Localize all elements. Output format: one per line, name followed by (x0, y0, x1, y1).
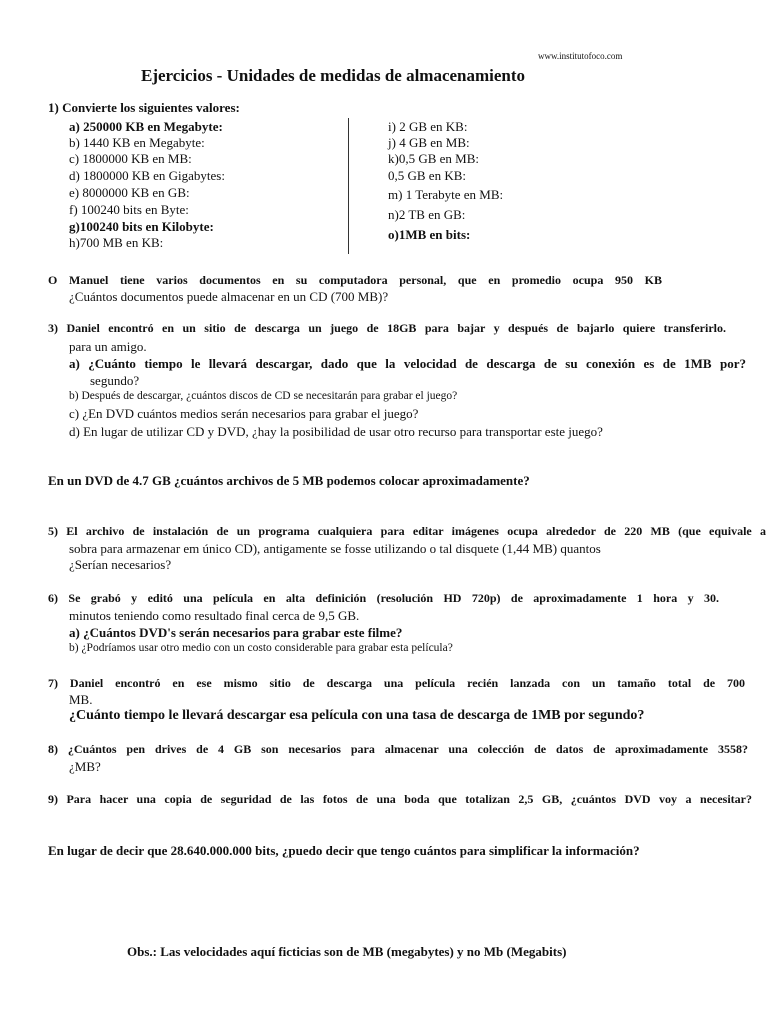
q6-item-a: a) ¿Cuántos DVD's serán necesarios para grabar este filme? (69, 625, 403, 640)
q1-item-d: d) 1800000 KB en Gigabytes: (69, 168, 225, 183)
q3-line-2: para un amigo. (69, 339, 147, 354)
q5-line-2: sobra para armazenar em único CD), antigamente se fosse utilizando o tal disquete (1,44 MB) quantos (69, 541, 601, 556)
website-url: www.institutofoco.com (538, 51, 623, 61)
q3-item-a: a) ¿Cuánto tiempo le llevará descargar, dado que la velocidad de descarga de su conexión es de 1MB por? (69, 356, 746, 371)
q1-item-j: j) 4 GB en MB: (388, 135, 470, 150)
q1-item-l: 0,5 GB en KB: (388, 168, 466, 183)
q3-item-b: b) Después de descargar, ¿cuántos discos de CD se necesitarán para grabar el juego? (69, 390, 458, 402)
q3-item-a-cont: segundo? (90, 373, 140, 388)
q1-item-i: i) 2 GB en KB: (388, 119, 468, 134)
q2-line-1: O Manuel tiene varios documentos en su computadora personal, que en promedio ocupa 950 KB (48, 273, 662, 287)
q3-line-1: 3) Daniel encontró en un sitio de descarga un juego de 18GB para bajar y después de bajarlo quiere transferirlo. (48, 321, 726, 335)
q3-item-c: c) ¿En DVD cuántos medios serán necesarios para grabar el juego? (69, 406, 419, 421)
q5-line-3: ¿Serían necesarios? (69, 557, 172, 572)
q6-line-2: minutos teniendo como resultado final cerca de 9,5 GB. (69, 608, 360, 623)
q8-line-2: ¿MB? (69, 759, 101, 774)
q1-item-e: e) 8000000 KB en GB: (69, 185, 190, 200)
page-title: Ejercicios - Unidades de medidas de almacenamiento (141, 66, 526, 85)
column-divider (348, 118, 349, 254)
q1-item-m: m) 1 Terabyte en MB: (388, 187, 504, 202)
q3-item-d: d) En lugar de utilizar CD y DVD, ¿hay la posibilidad de usar otro recurso para transportar este juego? (69, 424, 603, 439)
q2-line-2: ¿Cuántos documentos puede almacenar en un CD (700 MB)? (69, 289, 389, 304)
q6-item-b: b) ¿Podríamos usar otro medio con un costo considerable para grabar esta película? (69, 642, 453, 654)
q1-item-c: c) 1800000 KB en MB: (69, 151, 192, 166)
q1-item-h: h)700 MB en KB: (69, 235, 164, 250)
q7-line-2: MB. (69, 692, 93, 707)
q8-line-1: 8) ¿Cuántos pen drives de 4 GB son necesarios para almacenar una colección de datos de aproximadamente 3558? (48, 742, 748, 756)
q1-heading: 1) Convierte los siguientes valores: (48, 100, 240, 115)
q7-line-3: ¿Cuánto tiempo le llevará descargar esa película con una tasa de descarga de 1MB por segundo? (69, 708, 645, 723)
q1-item-a: a) 250000 KB en Megabyte: (69, 119, 223, 134)
q5-line-1: 5) El archivo de instalación de un programa cualquiera para editar imágenes ocupa alrededor de 220 MB (que equivale a (48, 524, 766, 538)
q1-item-o: o)1MB en bits: (388, 227, 471, 242)
q6-line-1: 6) Se grabó y editó una película en alta definición (resolución HD 720p) de aproximadamente 1 hora y 30. (48, 591, 719, 605)
q1-item-g: g)100240 bits en Kilobyte: (69, 219, 214, 234)
q9-text: 9) Para hacer una copia de seguridad de las fotos de una boda que totalizan 2,5 GB, ¿cuántos DVD voy a necesitar? (48, 792, 752, 806)
q1-item-f: f) 100240 bits en Byte: (69, 202, 189, 217)
q1-item-b: b) 1440 KB en Megabyte: (69, 135, 205, 150)
q10-text: En lugar de decir que 28.640.000.000 bits, ¿puedo decir que tengo cuántos para simplificar la información? (48, 843, 640, 858)
q4-text: En un DVD de 4.7 GB ¿cuántos archivos de 5 MB podemos colocar aproximadamente? (48, 473, 530, 488)
q1-item-k: k)0,5 GB en MB: (388, 151, 479, 166)
q7-line-1: 7) Daniel encontró en ese mismo sitio de descarga una película recién lanzada con un tamaño total de 700 (48, 676, 745, 690)
q1-item-n: n)2 TB en GB: (388, 207, 466, 222)
observation-note: Obs.: Las velocidades aquí ficticias son de MB (megabytes) y no Mb (Megabits) (127, 944, 567, 959)
